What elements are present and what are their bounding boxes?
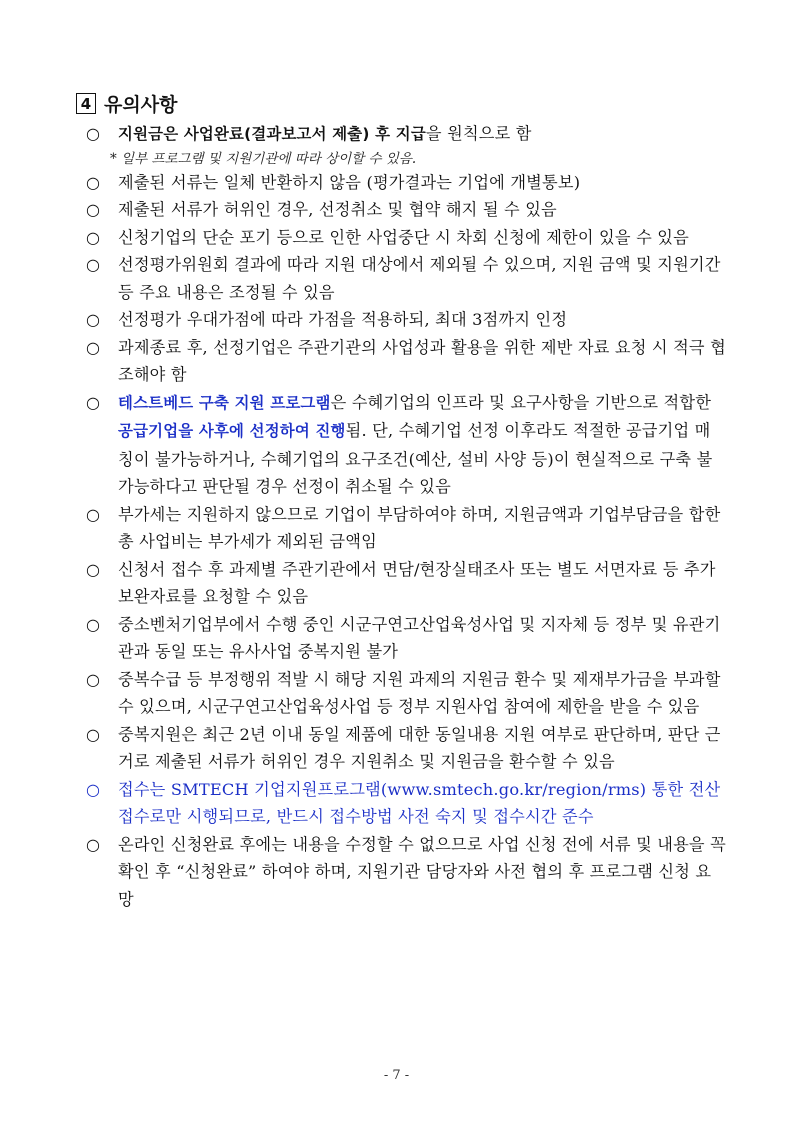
supplier-selection-note: 공급기업을 사후에 선정하여 진행 bbox=[118, 422, 346, 440]
item-bold-text: 지원금은 사업완료(결과보고서 제출) 후 지급 bbox=[118, 125, 426, 143]
item-text: 신청서 접수 후 과제별 주관기관에서 면담/현장실태조사 또는 별도 서면자료 등 추가 보완자료를 요청할 수 있음 bbox=[118, 559, 716, 606]
bullet-icon: ○ bbox=[86, 392, 101, 412]
list-item bbox=[86, 721, 726, 776]
item-text: 온라인 신청완료 후에는 내용을 수정할 수 없으므로 사업 신청 전에 서류 및 내용을 꼭 확인 후 “신청완료” 하여야 하며, 지원기관 담당자와 사전 협의 후 프로그램 신청 요망 bbox=[118, 834, 726, 909]
item-text: 선정평가위원회 결과에 따라 지원 대상에서 제외될 수 있으며, 지원 금액 및 지원기간 등 주요 내용은 조정될 수 있음 bbox=[118, 255, 721, 302]
bullet-icon: ○ bbox=[86, 227, 101, 247]
testbed-program-name: 테스트베드 구축 지원 프로그램 bbox=[118, 393, 331, 412]
bullet-icon: ○ bbox=[86, 337, 101, 357]
bullet-icon: ○ bbox=[86, 172, 101, 192]
list-item-testbed bbox=[86, 389, 726, 501]
list-item bbox=[86, 611, 726, 666]
list-item bbox=[86, 120, 726, 149]
section-title: 유의사항 bbox=[104, 94, 178, 116]
item-text: 제출된 서류가 허위인 경우, 선정취소 및 협약 해지 될 수 있음 bbox=[118, 200, 557, 219]
item-text: 됨. 단, 수혜기업 선정 이후라도 적절한 공급기업 매칭이 불가능하거나, 수혜기업의 요구조건(예산, 설비 사양 등)이 현실적으로 구축 불가능하다고 판단될 경우 선정이 취소될 수 있음 bbox=[118, 421, 713, 496]
footnote: * 일부 프로그램 및 지원기관에 따라 상이할 수 있음. bbox=[110, 150, 417, 167]
list-item bbox=[86, 306, 726, 334]
list-item-submission bbox=[86, 776, 726, 831]
bullet-icon: ○ bbox=[86, 310, 101, 329]
list-item bbox=[86, 251, 726, 306]
item-text: 과제종료 후, 선정기업은 주관기관의 사업성과 활용을 위한 제반 자료 요청 시 적극 협조해야 함 bbox=[118, 337, 726, 384]
item-text: 중복수급 등 부정행위 적발 시 해당 지원 과제의 지원금 환수 및 제재부가금을 부과할 수 있으며, 시군구연고산업육성사업 등 정부 지원사업 참여에 제한을 받을 수 있음 bbox=[118, 669, 721, 716]
list-item bbox=[86, 501, 726, 556]
bullet-icon: ○ bbox=[86, 255, 101, 274]
bullet-icon: ○ bbox=[86, 614, 101, 634]
list-item bbox=[86, 666, 726, 721]
list-item bbox=[86, 196, 726, 224]
list-item bbox=[86, 334, 726, 389]
item-text: 은 수혜기업의 인프라 및 요구사항을 기반으로 적합한 bbox=[330, 392, 712, 412]
page-number: - 7 - bbox=[383, 1068, 410, 1083]
item-text: 을 원칙으로 함 bbox=[425, 124, 532, 143]
section-heading bbox=[76, 90, 177, 117]
bullet-icon: ○ bbox=[86, 559, 101, 579]
item-text: 중소벤처기업부에서 수행 중인 시군구연고산업육성사업 및 지자체 등 정부 및 유관기관과 동일 또는 유사사업 중복지원 불가 bbox=[118, 614, 721, 661]
bullet-icon: ○ bbox=[86, 200, 101, 219]
list-item bbox=[86, 224, 726, 252]
bullet-icon: ○ bbox=[86, 779, 101, 799]
item-text: 중복지원은 최근 2년 이내 동일 제품에 대한 동일내용 지원 여부로 판단하며, 판단 근거로 제출된 서류가 허위인 경우 지원취소 및 지원금을 환수할 수 있음 bbox=[118, 724, 721, 771]
notice-list bbox=[86, 120, 726, 913]
item-text: 선정평가 우대가점에 따라 가점을 적용하되, 최대 3점까지 인정 bbox=[118, 310, 568, 329]
bullet-icon: ○ bbox=[86, 124, 101, 143]
bullet-icon: ○ bbox=[86, 834, 101, 854]
list-item bbox=[86, 169, 726, 197]
bullet-icon: ○ bbox=[86, 724, 101, 744]
item-text: 제출된 서류는 일체 반환하지 않음 (평가결과는 기업에 개별통보) bbox=[118, 172, 581, 192]
item-text: 접수는 SMTECH 기업지원프로그램(www.smtech.go.kr/region/rms) 통한 전산 접수로만 시행되므로, 반드시 접수방법 사전 숙지 및 접수시간 준수 bbox=[118, 779, 721, 826]
list-item bbox=[86, 831, 726, 914]
bullet-icon: ○ bbox=[86, 669, 101, 689]
item-text: 신청기업의 단순 포기 등으로 인한 사업중단 시 차회 신청에 제한이 있을 수 있음 bbox=[118, 227, 689, 247]
section-number-box: 4 bbox=[76, 93, 96, 114]
item-text: 부가세는 지원하지 않으므로 기업이 부담하여야 하며, 지원금액과 기업부담금을 합한 총 사업비는 부가세가 제외된 금액임 bbox=[118, 504, 721, 551]
list-item bbox=[86, 556, 726, 611]
bullet-icon: ○ bbox=[86, 504, 101, 524]
